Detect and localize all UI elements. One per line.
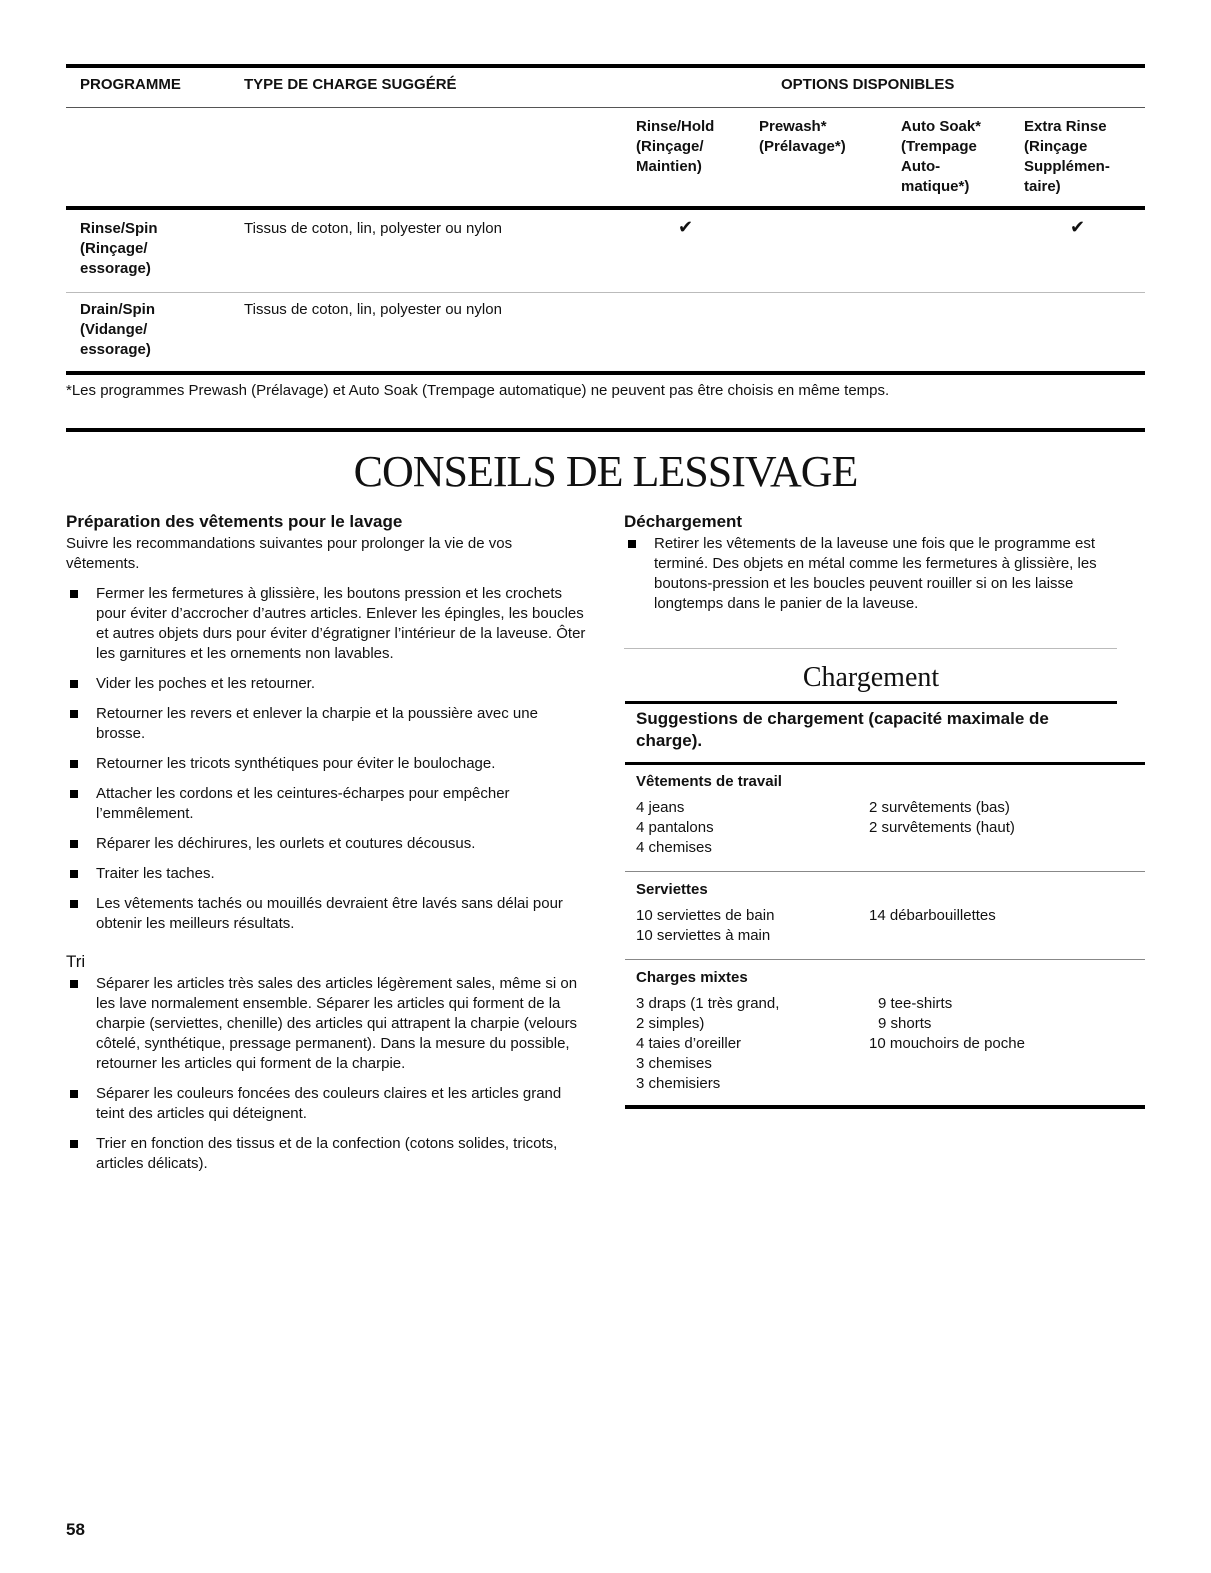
- groups-top-rule: [625, 762, 1145, 765]
- group-divider: [625, 959, 1145, 960]
- bullet-icon: [70, 870, 78, 878]
- section-divider: [624, 648, 1117, 649]
- list-item: Retourner les tricots synthétiques pour éviter le boulochage.: [66, 754, 586, 774]
- title-rule: [66, 428, 1145, 432]
- group-divider: [625, 871, 1145, 872]
- group-left-list: 4 jeans 4 pantalons 4 chemises: [636, 799, 714, 856]
- row-programme-drain-spin: Drain/Spin (Vidange/ essorage): [80, 301, 156, 358]
- prep-intro: Suivre les recommandations suivantes pour prolonger la vie de vos vêtements.: [66, 535, 513, 572]
- tri-heading: Tri: [66, 952, 86, 971]
- groups-bottom-rule: [625, 1105, 1145, 1109]
- list-item: Attacher les cordons et les ceintures-écharpes pour empêcher l’emmêlement.: [66, 784, 586, 824]
- table-bottom-rule: [66, 371, 1145, 375]
- table-footnote: *Les programmes Prewash (Prélavage) et Auto Soak (Trempage automatique) ne peuvent pas être choisis en même temps.: [66, 382, 890, 399]
- prep-list: [66, 584, 586, 934]
- suggestions-heading: Suggestions de chargement (capacité maximale de charge).: [636, 709, 1049, 750]
- group-right-list: 14 débarbouillettes: [869, 907, 996, 924]
- option-auto-soak: Auto Soak* (Trempage Auto- matique*): [901, 118, 982, 195]
- list-item: Séparer les couleurs foncées des couleurs claires et les articles grand teint des articles qui déteignent.: [66, 1084, 586, 1124]
- list-item: Les vêtements tachés ou mouillés devraient être lavés sans délai pour obtenir les meilleurs résultats.: [66, 894, 586, 934]
- bullet-icon: [70, 840, 78, 848]
- bullet-icon: [70, 790, 78, 798]
- page-title: CONSEILS DE LESSIVAGE: [353, 447, 858, 496]
- row-type-rinse-spin: Tissus de coton, lin, polyester ou nylon: [244, 220, 502, 237]
- prep-heading: Préparation des vêtements pour le lavage: [66, 512, 403, 531]
- group-right-list: 2 survêtements (bas) 2 survêtements (haut): [869, 799, 1015, 836]
- list-item: Traiter les taches.: [66, 864, 586, 884]
- bullet-icon: [70, 590, 78, 598]
- bullet-icon: [70, 980, 78, 988]
- group-left-list: 10 serviettes de bain 10 serviettes à main: [636, 907, 775, 944]
- list-item: Séparer les articles très sales des articles légèrement sales, même si on les lave normalement ensemble. Séparer les articles qui forment de la charpie (serviettes, chenille) des articles qui attrapent la charpie (velours côtelé, synthétique, pressage permanent). Dans la mesure du possible, retourner les articles qui forment de la charpie.: [66, 974, 586, 1074]
- options-bottom-rule: [66, 206, 1145, 210]
- list-item: Vider les poches et les retourner.: [66, 674, 586, 694]
- table-top-rule: [66, 64, 1145, 68]
- list-item: Réparer les déchirures, les ourlets et coutures décousus.: [66, 834, 586, 854]
- page-number: 58: [66, 1520, 85, 1539]
- list-item: Retourner les revers et enlever la charpie et la poussière avec une brosse.: [66, 704, 586, 744]
- row-divider: [66, 292, 1145, 293]
- group-left-list: 3 draps (1 très grand, 2 simples) 4 taies d’oreiller 3 chemises 3 chemisiers: [636, 995, 780, 1092]
- list-item: Retirer les vêtements de la laveuse une fois que le programme est terminé. Des objets en métal comme les fermetures à glissière, les boutons-pression et les boucles peuvent rouiller si on les laisse longtemps dans le panier de la laveuse.: [624, 534, 1144, 614]
- option-prewash: Prewash* (Prélavage*): [759, 118, 846, 155]
- header-divider: [66, 107, 1145, 108]
- option-extra-rinse: Extra Rinse (Rinçage Supplémen- taire): [1024, 118, 1110, 195]
- tri-list: [66, 974, 586, 1174]
- header-type: TYPE DE CHARGE SUGGÉRÉ: [244, 76, 457, 93]
- bullet-icon: [70, 710, 78, 718]
- bullet-icon: [70, 1090, 78, 1098]
- list-item: Trier en fonction des tissus et de la confection (cotons solides, tricots, articles délicats).: [66, 1134, 586, 1174]
- option-rinse-hold: Rinse/Hold (Rinçage/ Maintien): [636, 118, 715, 175]
- check-icon: ✔: [1070, 217, 1086, 237]
- header-options: OPTIONS DISPONIBLES: [781, 76, 955, 93]
- row-programme-rinse-spin: Rinse/Spin (Rinçage/ essorage): [80, 220, 158, 277]
- bullet-icon: [70, 1140, 78, 1148]
- bullet-icon: [628, 540, 636, 548]
- bullet-icon: [70, 680, 78, 688]
- bullet-icon: [70, 900, 78, 908]
- group-heading: Serviettes: [636, 881, 708, 898]
- row-type-drain-spin: Tissus de coton, lin, polyester ou nylon: [244, 301, 502, 318]
- group-heading: Vêtements de travail: [636, 773, 782, 790]
- dech-list: [624, 534, 1144, 614]
- chargement-rule: [625, 701, 1117, 704]
- group-heading: Charges mixtes: [636, 969, 748, 986]
- bullet-icon: [70, 760, 78, 768]
- group-right-list: 9 tee-shirts 9 shorts 10 mouchoirs de poche: [869, 995, 1025, 1052]
- header-programme: PROGRAMME: [80, 76, 181, 93]
- dech-heading: Déchargement: [624, 512, 743, 531]
- right-column-unloading: [624, 512, 1144, 614]
- check-icon: ✔: [678, 217, 694, 237]
- left-column: [66, 512, 586, 1174]
- list-item: Fermer les fermetures à glissière, les boutons pression et les crochets pour éviter d’accrocher d’autres articles. Enlever les épingles, les boucles et autres objets durs pour éviter d’égratigner l’intérieur de la laveuse. Ôter les garnitures et les ornements non lavables.: [66, 584, 586, 664]
- chargement-title: Chargement: [802, 662, 940, 693]
